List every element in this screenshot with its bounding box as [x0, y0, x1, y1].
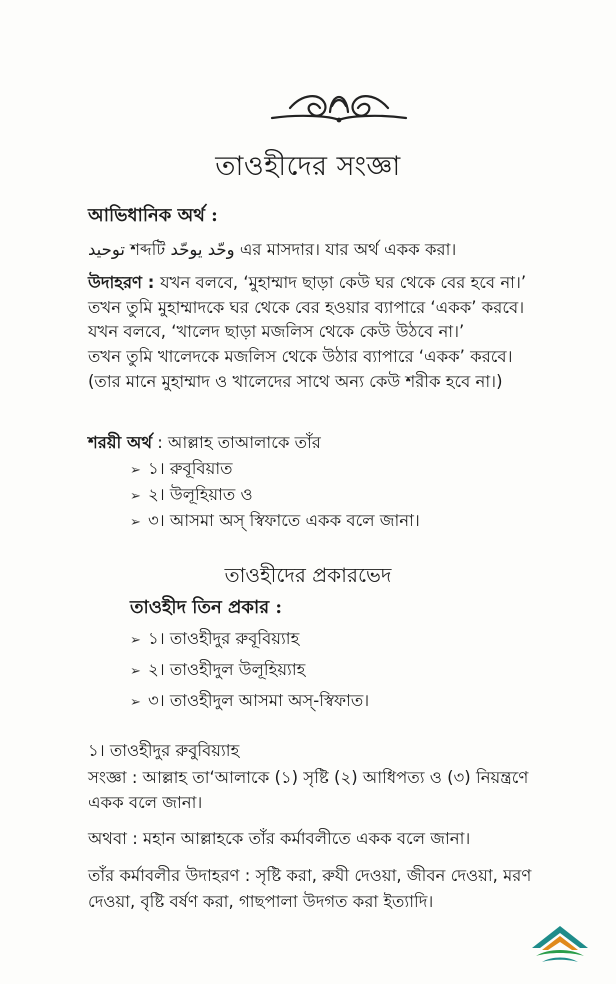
publisher-logo-icon [528, 918, 592, 970]
arrow-right-icon: ➢ [130, 633, 141, 648]
shari-meaning-line [88, 432, 321, 454]
shari-item-2: ➢ ২। উলূহিয়াত ও [130, 484, 253, 508]
definition-line-2: একক বলে জানা। [88, 793, 203, 812]
shari-meaning-text: : আল্লাহ তাআলাকে তাঁর [152, 433, 321, 452]
example-line-2: তখন তুমি মুহাম্মাদকে ঘর থেকে বের হওয়ার ব্যাপারে ‘একক’ করবে। [88, 298, 525, 317]
example-text-1: যখন বলবে, ‘মুহাম্মাদ ছাড়া কেউ ঘর থেকে বের হবে না।’ [160, 273, 527, 292]
works-example-label: তাঁর কর্মাবলীর উদাহরণ : [88, 866, 256, 885]
arrow-right-icon: ➢ [130, 664, 141, 679]
types-item-2: ➢ ২। তাওহীদুল উলূহিয়্যাহ [130, 659, 305, 683]
works-example-line-1: তাঁর কর্মাবলীর উদাহরণ : সৃষ্টি করা, রুযী দেওয়া, জীবন দেওয়া, মরণ [88, 866, 532, 885]
types-item-1: ➢ ১। তাওহীদুর রুবূবিয়্যাহ [130, 628, 299, 652]
shari-meaning-label: শরয়ী অর্থ [88, 433, 152, 452]
arrow-right-icon: ➢ [130, 515, 141, 530]
section-1-heading: ১। তাওহীদুর রুবুবিয়্যাহ [88, 741, 240, 760]
shari-item-1: ➢ ১। রুবূবিয়াত [130, 458, 232, 482]
example-label: উদাহরণ : [88, 273, 161, 292]
arrow-right-icon: ➢ [130, 463, 141, 478]
alternative-label: অথবা : [88, 829, 143, 848]
lexical-meaning-text: توحيد শব্দটি وحّد يوحّد এর মাসদার। যার অর্থ একক করা। [88, 240, 457, 259]
example-line-1 [88, 272, 526, 294]
definition-label: সংজ্ঞা : [88, 768, 143, 787]
decorative-ornament-icon [270, 70, 408, 130]
works-example-line-2: দেওয়া, বৃষ্টি বর্ষণ করা, গাছপালা উদগত করা ইত্যাদি। [88, 892, 434, 911]
shari-item-3: ➢ ৩। আসমা অস্ স্বিফাতে একক বলে জানা। [130, 510, 420, 534]
types-heading: তাওহীদের প্রকারভেদ [224, 563, 392, 587]
example-line-5: (তার মানে মুহাম্মাদ ও খালেদের সাথে অন্য কেউ শরীক হবে না।) [88, 372, 503, 391]
arrow-right-icon: ➢ [130, 489, 141, 504]
example-line-4: তখন তুমি খালেদকে মজলিস থেকে উঠার ব্যাপারে ‘একক’ করবে। [88, 347, 513, 366]
types-subheading: তাওহীদ তিন প্রকার : [130, 597, 283, 618]
definition-line-1: সংজ্ঞা : আল্লাহ তা‘আলাকে (১) সৃষ্টি (২) আধিপত্য ও (৩) নিয়ন্ত্রণে [88, 768, 529, 787]
alternative-line: অথবা : মহান আল্লাহকে তাঁর কর্মাবলীতে একক বলে জানা। [88, 829, 471, 848]
example-line-3: যখন বলবে, ‘খালেদ ছাড়া মজলিস থেকে কেউ উঠবে না।’ [88, 322, 465, 341]
arrow-right-icon: ➢ [130, 695, 141, 710]
types-item-3: ➢ ৩। তাওহীদুল আসমা অস্-স্বিফাত। [130, 690, 369, 714]
page-title: তাওহীদের সংজ্ঞা [215, 151, 401, 182]
lexical-meaning-heading: আভিধানিক অর্থ : [88, 205, 218, 226]
